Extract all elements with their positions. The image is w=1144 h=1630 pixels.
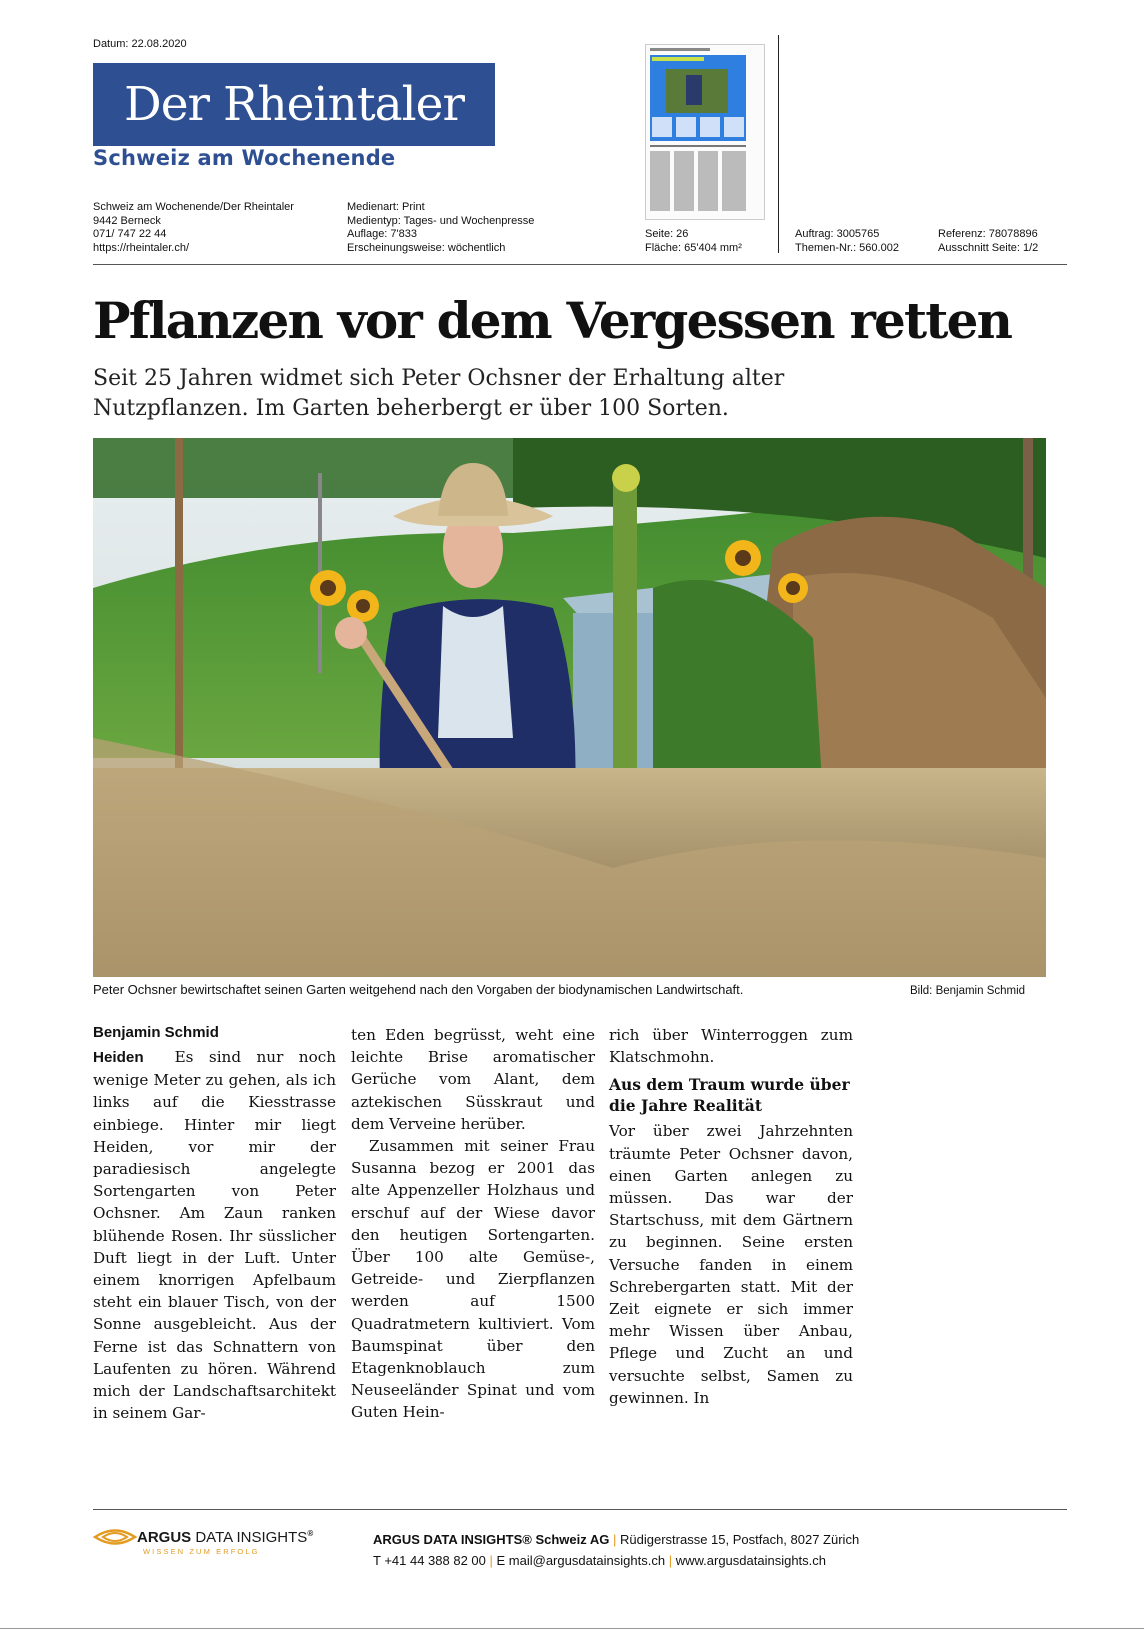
reference-line: Referenz: 78078896 <box>938 228 1038 240</box>
article-column-1 <box>93 1046 336 1424</box>
dateline-place: Heiden <box>93 1049 144 1066</box>
publisher-line: 9442 Berneck <box>93 214 161 227</box>
argus-wordmark: ARGUS DATA INSIGHTS® <box>137 1528 314 1546</box>
photo-caption: Peter Ochsner bewirtschaftet seinen Garten weitgehend nach den Vorgaben der biodynamischen Landwirtschaft. <box>93 982 744 997</box>
media-info <box>347 201 534 255</box>
article-subheadline: Seit 25 Jahren widmet sich Peter Ochsner der Erhaltung alter Nutzpflanzen. Im Garten beherbergt er über 100 Sorten. <box>93 366 785 421</box>
page-info <box>645 228 742 255</box>
article-paragraph: rich über Winterroggen zum Klatschmohn. <box>609 1026 853 1067</box>
photo-credit: Bild: Benjamin Schmid <box>910 985 1026 997</box>
footer-contact-line: T +41 44 388 82 00 | E mail@argusdatainsights.ch | www.argusdatainsights.ch <box>373 1553 827 1568</box>
footer-email[interactable]: E mail@argusdatainsights.ch <box>496 1553 666 1568</box>
publisher-line: Schweiz am Wochenende/Der Rheintaler <box>93 201 294 213</box>
masthead-title: Der Rheintaler <box>124 77 464 132</box>
footer-company-line: ARGUS DATA INSIGHTS® Schweiz AG | Rüdigerstrasse 15, Postfach, 8027 Zürich <box>373 1532 860 1547</box>
footer-company: ARGUS DATA INSIGHTS® Schweiz AG <box>373 1532 610 1547</box>
media-line: Medientyp: Tages- und Wochenpresse <box>347 214 535 227</box>
media-line: Medienart: Print <box>347 201 425 213</box>
article-text: Es sind nur noch wenige Meter zu gehen, als ich links auf die Kiesstrasse einbiege. Hinter mir liegt Heiden, vor mir der paradiesisch angelegte Sortengarten von Peter Ochsner. Am Zaun ranken blühende Rosen. Ihr süsslicher Duft liegt in der Luft. Unter einem knorrigen Apfelbaum steht ein blauer Tisch, von der Sonne ausgebleicht. Aus der Ferne ist das Schnattern von Laufenten zu hören. Während mich der Landschaftsarchitekt in seinem Gar- <box>93 1048 337 1423</box>
publisher-info <box>93 201 294 255</box>
masthead-subtitle: Schweiz am Wochenende <box>93 146 396 170</box>
author-byline: Benjamin Schmid <box>93 1024 219 1041</box>
reference-info <box>938 228 1038 255</box>
media-line: Auflage: 7'833 <box>347 228 417 240</box>
page-line: Fläche: 65'404 mm² <box>645 241 742 254</box>
article-paragraph: ten Eden begrüsst, weht eine leichte Brise aromatischer Gerüche vom Alant, dem aztekischen Süsskraut und dem Verveine herüber. <box>351 1026 595 1133</box>
footer-rule <box>93 1509 1067 1510</box>
page-thumbnail-graphic <box>646 45 764 219</box>
order-line: Themen-Nr.: 560.002 <box>795 241 899 254</box>
order-line: Auftrag: 3005765 <box>795 228 880 240</box>
footer-phone: T +41 44 388 82 00 <box>373 1553 486 1568</box>
reference-line: Ausschnitt Seite: 1/2 <box>938 241 1039 254</box>
article-subheading: Aus dem Traum wurde über die Jahre Realität <box>609 1075 850 1116</box>
header-divider <box>778 35 779 253</box>
page-line: Seite: 26 <box>645 228 689 240</box>
header-rule <box>93 264 1067 265</box>
article-column-2 <box>351 1024 595 1424</box>
article-paragraph: Zusammen mit seiner Frau Susanna bezog er 2001 das alte Appenzeller Holzhaus und erschuf auf der Wiese davor den heutigen Sortengarten. Über 100 alte Gemüse-, Getreide- und Zierpflanzen werden auf 1500 Quadratmetern kultiviert. Vom Baumspinat über den Etagenknoblauch zum Neuseeländer Spinat und vom Guten Hein- <box>351 1137 595 1422</box>
order-info <box>795 228 899 255</box>
argus-eye-icon <box>93 1528 137 1546</box>
footer-address: Rüdigerstrasse 15, Postfach, 8027 Zürich <box>620 1532 860 1547</box>
article-column-3 <box>609 1024 853 1409</box>
page-bottom-rule <box>0 1628 1144 1629</box>
publisher-line: https://rheintaler.ch/ <box>93 241 189 254</box>
article-photo <box>93 438 1046 977</box>
article-headline: Pflanzen vor dem Vergessen retten <box>93 291 1012 350</box>
article-paragraph: Vor über zwei Jahrzehnten träumte Peter Ochsner davon, einen Garten anlegen zu müssen. Das war der Startschuss, mit dem Gärtnern zu beginnen. Seine ersten Versuche fanden in einem Schrebergarten statt. Mit der Zeit eignete er sich immer mehr Wissen über Anbau, Pflege und Zucht an und versuchte selbst, Samen zu gewinnen. In <box>609 1122 853 1407</box>
clipping-date: Datum: 22.08.2020 <box>93 38 187 50</box>
argus-tagline: WISSEN ZUM ERFOLG <box>143 1547 260 1556</box>
footer-website[interactable]: www.argusdatainsights.ch <box>675 1553 827 1568</box>
argus-logo <box>93 1528 313 1546</box>
garden-photo-illustration <box>93 438 1046 977</box>
media-line: Erscheinungsweise: wöchentlich <box>347 241 506 254</box>
page-thumbnail <box>645 44 765 220</box>
publisher-line: 071/ 747 22 44 <box>93 228 167 240</box>
